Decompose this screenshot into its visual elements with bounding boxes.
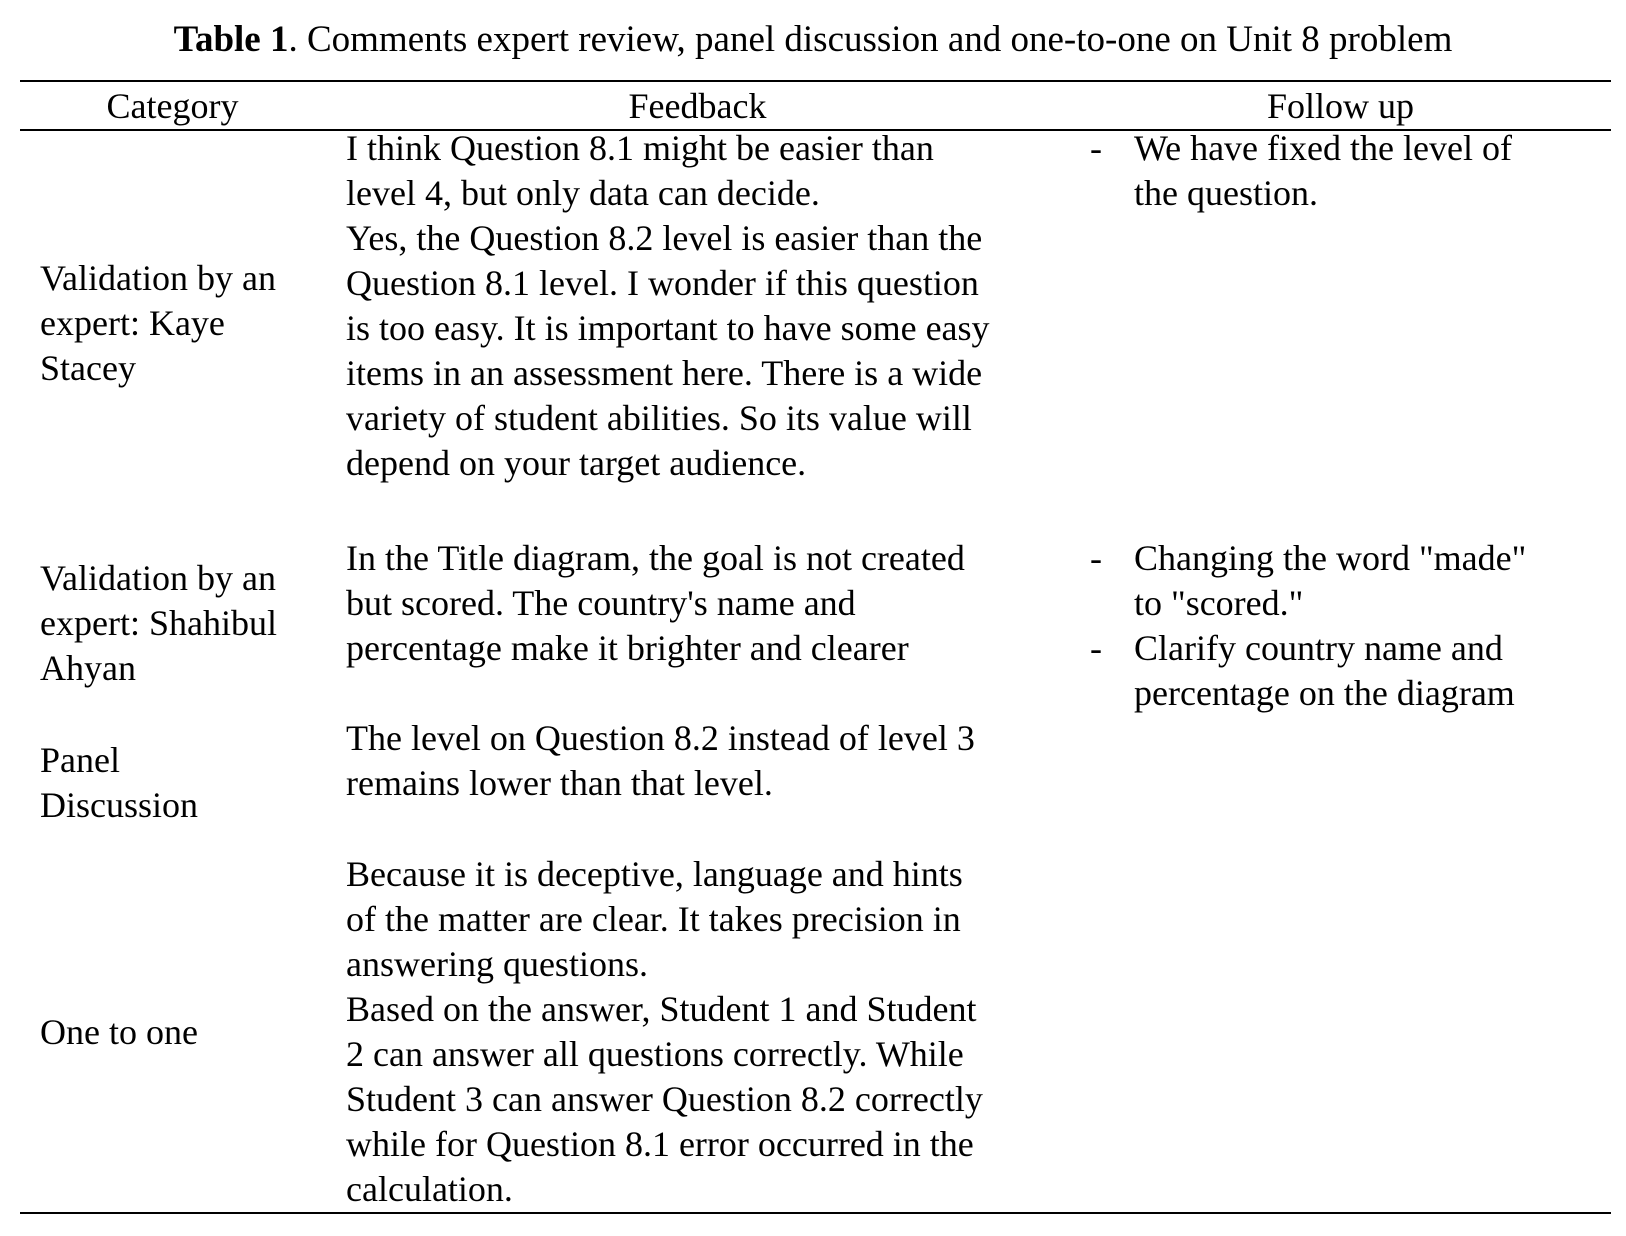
row-4-feedback-line: while for Question 8.1 error occurred in the — [346, 1124, 974, 1164]
row-4-category-line: One to one — [40, 1012, 198, 1052]
row-1-category — [40, 256, 276, 391]
follow-up-list — [1090, 126, 1512, 216]
row-1-feedback-line: level 4, but only data can decide. — [346, 173, 820, 213]
row-4-feedback-line: calculation. — [346, 1169, 513, 1209]
table-caption-label: Table 1 — [173, 19, 289, 60]
row-2-feedback-line: but scored. The country's name and — [346, 583, 856, 623]
table-caption-text: . Comments expert review, panel discussion and one-to-one on Unit 8 problem — [288, 19, 1453, 60]
row-1-feedback-line: depend on your target audience. — [346, 443, 807, 483]
follow-up-list — [1090, 536, 1526, 716]
row-3-feedback — [346, 716, 975, 806]
table-top-rule — [20, 80, 1611, 82]
row-1-feedback-line: items in an assessment here. There is a wide — [346, 353, 983, 393]
row-2-feedback-line: In the Title diagram, the goal is not created — [346, 538, 965, 578]
header-feedback: Feedback — [628, 86, 767, 126]
row-1-feedback-line: I think Question 8.1 might be easier than — [346, 128, 934, 168]
row-4-feedback-line: Because it is deceptive, language and hints — [346, 854, 963, 894]
row-4-feedback-line: Student 3 can answer Question 8.2 correctly — [346, 1079, 983, 1119]
row-1-category-line: Validation by an — [40, 258, 276, 298]
row-2-feedback — [346, 536, 965, 671]
row-1-feedback-line: variety of student abilities. So its value will — [346, 398, 972, 438]
row-2-feedback-line: percentage make it brighter and clearer — [346, 628, 909, 668]
row-1-category-line: expert: Kaye — [40, 303, 225, 343]
follow-up-item — [1090, 536, 1526, 626]
row-3-category-line: Panel — [40, 740, 120, 780]
row-2-category — [40, 556, 277, 691]
row-4-feedback-line: of the matter are clear. It takes precision in — [346, 899, 961, 939]
follow-up-item — [1090, 126, 1512, 216]
row-4-feedback-line: Based on the answer, Student 1 and Student — [346, 989, 977, 1029]
row-1-category-line: Stacey — [40, 348, 136, 388]
row-1-follow-up — [1090, 126, 1512, 216]
table-bottom-rule — [20, 1212, 1611, 1214]
header-category: Category — [106, 86, 239, 126]
row-3-feedback-line: The level on Question 8.2 instead of level 3 — [346, 718, 975, 758]
row-2-category-line: Validation by an — [40, 558, 276, 598]
follow-up-line: to "scored." — [1134, 583, 1304, 623]
row-4-feedback-line: answering questions. — [346, 944, 648, 984]
row-4-category — [40, 1010, 198, 1055]
row-1-feedback — [346, 126, 990, 486]
table-caption — [0, 14, 1626, 66]
row-3-category — [40, 738, 198, 828]
follow-up-line: the question. — [1134, 173, 1318, 213]
header-follow-up: Follow up — [1266, 86, 1415, 126]
row-1-feedback-line: Question 8.1 level. I wonder if this question — [346, 263, 979, 303]
follow-up-line: We have fixed the level of — [1134, 128, 1512, 168]
row-4-feedback — [346, 852, 983, 1212]
row-2-category-line: Ahyan — [40, 648, 136, 688]
dash-bullet: - — [1090, 538, 1102, 578]
follow-up-line: Changing the word "made" — [1134, 538, 1527, 578]
dash-bullet: - — [1090, 128, 1102, 168]
row-4-feedback-line: 2 can answer all questions correctly. While — [346, 1034, 964, 1074]
row-2-category-line: expert: Shahibul — [40, 603, 277, 643]
follow-up-line: percentage on the diagram — [1134, 673, 1515, 713]
row-1-feedback-line: Yes, the Question 8.2 level is easier than the — [346, 218, 983, 258]
follow-up-item — [1090, 626, 1526, 716]
row-3-feedback-line: remains lower than that level. — [346, 763, 773, 803]
row-1-feedback-line: is too easy. It is important to have some easy — [346, 308, 990, 348]
row-2-follow-up — [1090, 536, 1526, 716]
dash-bullet: - — [1090, 628, 1102, 668]
row-3-category-line: Discussion — [40, 785, 199, 825]
follow-up-line: Clarify country name and — [1134, 628, 1503, 668]
